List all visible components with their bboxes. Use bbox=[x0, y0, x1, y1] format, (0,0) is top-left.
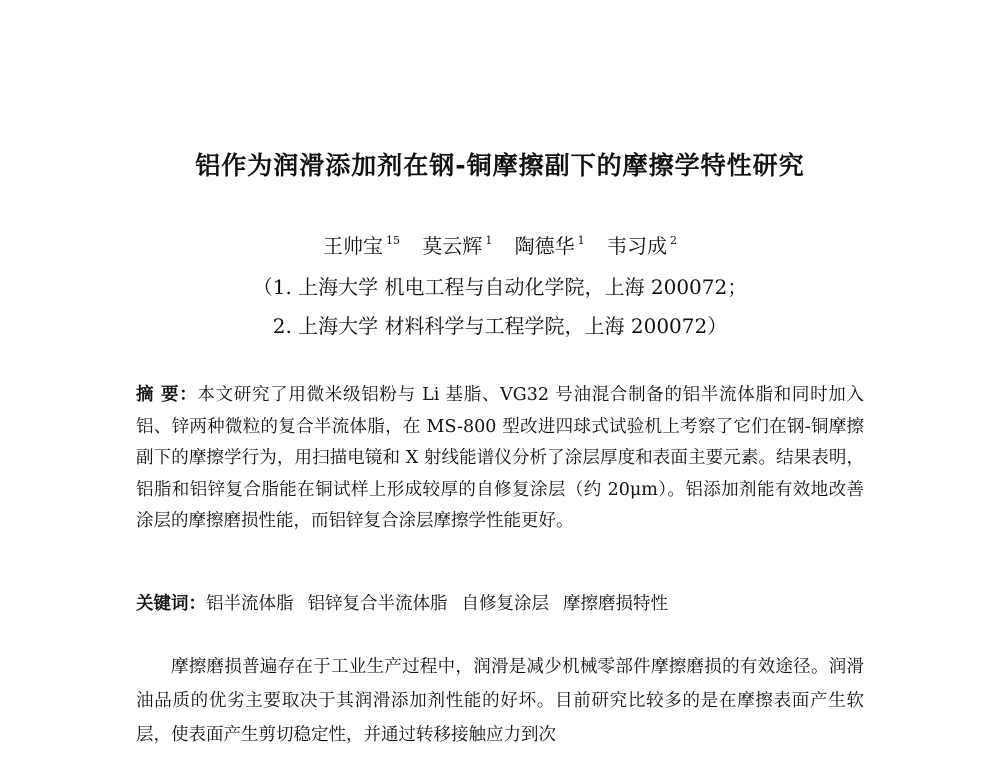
author-list bbox=[0, 230, 1000, 259]
author-affiliation-mark: 2 bbox=[670, 234, 678, 247]
abstract-label: 摘 要： bbox=[136, 385, 198, 405]
abstract bbox=[136, 380, 864, 538]
keywords-label: 关键词： bbox=[136, 594, 206, 614]
introduction-paragraph: 摩擦磨损普遍存在于工业生产过程中，润滑是减少机械零部件摩擦磨损的有效途径。润滑油品质的优劣主要取决于其润滑添加剂性能的好坏。目前研究比较多的是在摩擦表面产生软层，使表面产生剪切稳定性，并通过转移接触应力到次 bbox=[136, 657, 864, 745]
affiliation-1: （1. 上海大学 机电工程与自动化学院，上海 200072； bbox=[252, 275, 748, 299]
abstract-text: 本文研究了用微米级铝粉与 Li 基脂、VG32 号油混合制备的铝半流体脂和同时加入铝、锌两种微粒的复合半流体脂，在 MS-800 型改进四球式试验机上考察了它们在钢-铜摩擦副下的摩擦学行为，用扫描电镜和 X 射线能谱仪分析了涂层厚度和表面主要元素。结果表明，铝脂和铝锌复合脂能在铜试样上形成较厚的自修复涂层（约 20μm）。铝添加剂能有效地改善涂层的摩擦磨损性能，而铝锌复合涂层摩擦学性能更好。 bbox=[136, 385, 865, 531]
author-name: 韦习成 bbox=[607, 234, 668, 258]
keyword: 自修复涂层 bbox=[461, 594, 549, 614]
author bbox=[607, 234, 677, 258]
author-affiliation-mark: 1 bbox=[485, 234, 493, 247]
author-name: 莫云辉 bbox=[422, 234, 483, 258]
keyword: 铝半流体脂 bbox=[206, 594, 294, 614]
keyword: 摩擦磨损特性 bbox=[563, 594, 668, 614]
author-name: 王帅宝 bbox=[322, 234, 383, 258]
author-name: 陶德华 bbox=[514, 234, 575, 258]
author-affiliation-mark: 1 bbox=[577, 234, 585, 247]
keywords bbox=[136, 590, 864, 618]
author bbox=[323, 234, 400, 258]
author bbox=[422, 234, 492, 258]
paper-title: 铝作为润滑添加剂在钢-铜摩擦副下的摩擦学特性研究 bbox=[195, 151, 805, 180]
keyword: 铝锌复合半流体脂 bbox=[307, 594, 448, 614]
affiliation-2: 2. 上海大学 材料科学与工程学院，上海 200072） bbox=[272, 314, 728, 338]
author-affiliation-mark: 15 bbox=[385, 234, 400, 247]
author bbox=[515, 234, 585, 258]
